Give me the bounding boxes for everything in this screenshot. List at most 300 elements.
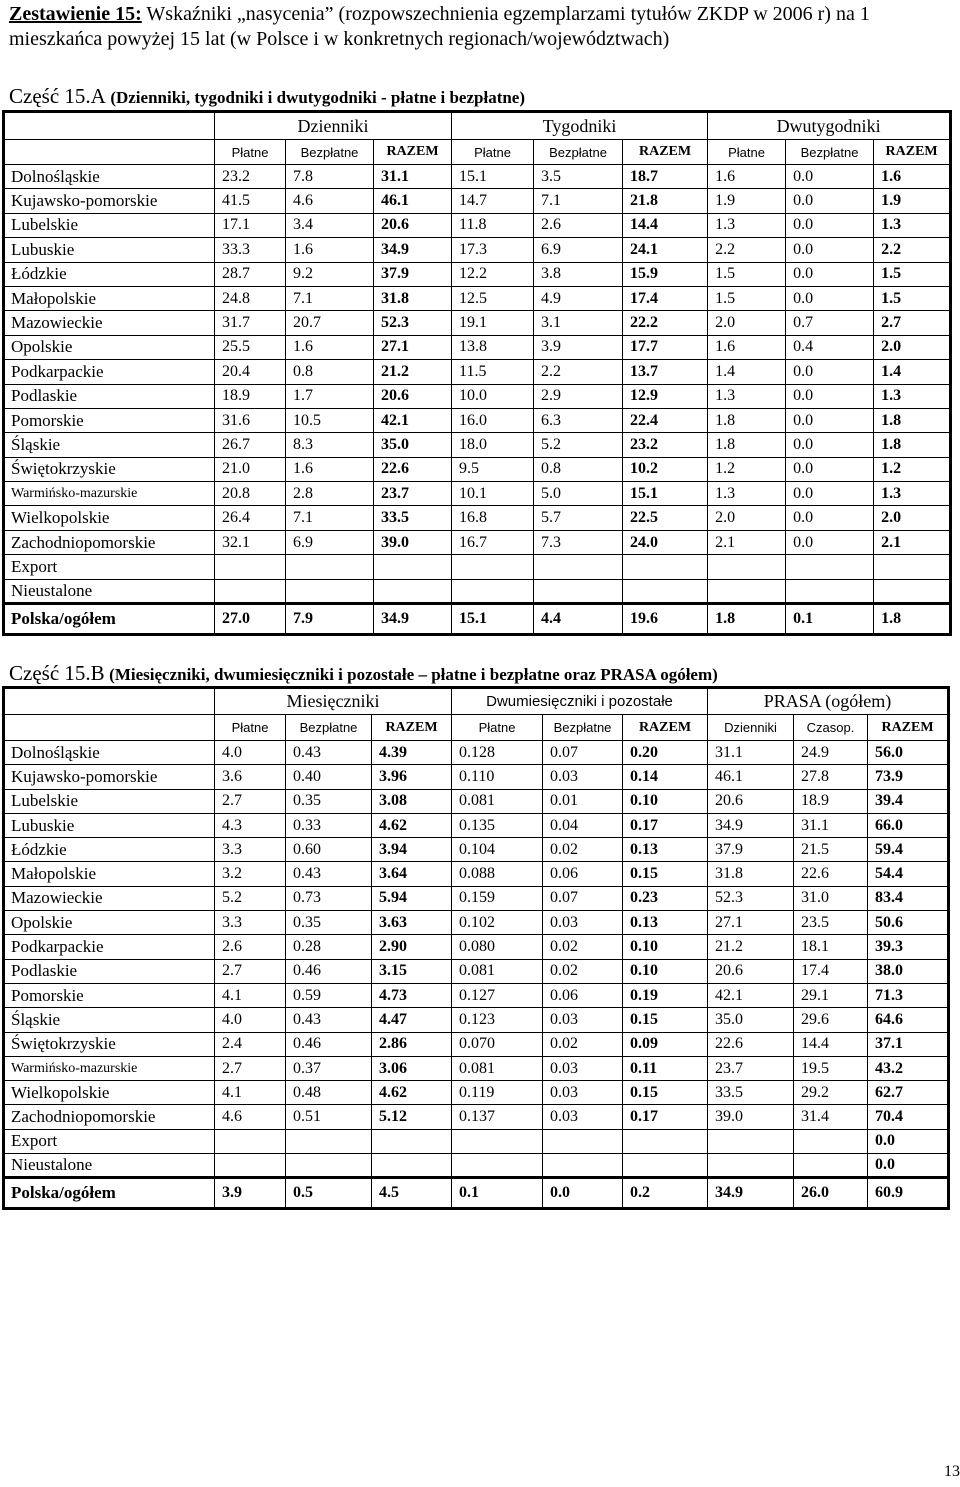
value-cell: 8.3 [286, 433, 374, 457]
value-cell: 0.02 [543, 1032, 623, 1056]
value-cell [543, 1129, 623, 1153]
value-cell: 18.0 [452, 433, 534, 457]
value-cell: 41.5 [215, 189, 286, 213]
value-cell: 0.73 [286, 886, 372, 910]
value-cell: 60.9 [868, 1178, 949, 1209]
value-cell: 34.9 [708, 813, 794, 837]
table-row [4, 213, 951, 237]
value-cell: 3.06 [372, 1056, 452, 1080]
value-cell: 20.8 [215, 482, 286, 506]
value-cell: 0.43 [286, 741, 372, 765]
value-cell [452, 1154, 543, 1178]
region-cell: Dolnośląskie [4, 741, 215, 765]
total-row [4, 604, 951, 635]
value-cell [286, 1129, 372, 1153]
value-cell: 0.43 [286, 862, 372, 886]
subheader: Płatne [215, 715, 286, 741]
table-row [4, 813, 949, 837]
region-cell: Pomorskie [4, 408, 215, 432]
part-b-description: (Miesięczniki, dwumiesięczniki i pozostałe – płatne i bezpłatne oraz PRASA ogółem) [109, 665, 718, 684]
value-cell: 7.3 [534, 530, 623, 554]
value-cell: 2.8 [286, 482, 374, 506]
value-cell [215, 1129, 286, 1153]
value-cell: 24.0 [623, 530, 708, 554]
table-row [4, 555, 951, 579]
region-cell: Lubuskie [4, 813, 215, 837]
table-row [4, 311, 951, 335]
page-number: 13 [944, 1463, 960, 1480]
value-cell: 4.47 [372, 1008, 452, 1032]
table-row [4, 506, 951, 530]
value-cell: 37.9 [708, 838, 794, 862]
value-cell: 23.5 [794, 911, 868, 935]
part-a-prefix: Część 15. [9, 84, 91, 108]
value-cell: 1.3 [874, 384, 951, 408]
value-cell: 16.0 [452, 408, 534, 432]
value-cell: 0.43 [286, 1008, 372, 1032]
value-cell [534, 579, 623, 603]
value-cell: 2.0 [708, 506, 786, 530]
value-cell: 20.6 [374, 213, 452, 237]
value-cell: 0.03 [543, 911, 623, 935]
value-cell: 11.8 [452, 213, 534, 237]
value-cell: 18.1 [794, 935, 868, 959]
subheader-blank [4, 715, 215, 741]
value-cell: 37.9 [374, 262, 452, 286]
region-cell: Podkarpackie [4, 935, 215, 959]
value-cell: 0.0 [786, 530, 874, 554]
value-cell [708, 1129, 794, 1153]
table-row [4, 384, 951, 408]
value-cell: 71.3 [868, 983, 949, 1007]
region-cell: Pomorskie [4, 983, 215, 1007]
value-cell: 2.2 [874, 238, 951, 262]
value-cell: 34.9 [708, 1178, 794, 1209]
part-b-prefix: Część 15. [9, 661, 91, 685]
region-cell: Wielkopolskie [4, 506, 215, 530]
region-cell: Śląskie [4, 1008, 215, 1032]
subheader: Czasop. [794, 715, 868, 741]
value-cell: 12.2 [452, 262, 534, 286]
value-cell: 0.1 [786, 604, 874, 635]
value-cell: 26.4 [215, 506, 286, 530]
value-cell: 0.17 [623, 1105, 708, 1129]
value-cell: 26.0 [794, 1178, 868, 1209]
value-cell: 3.3 [215, 911, 286, 935]
value-cell [215, 555, 286, 579]
value-cell: 19.1 [452, 311, 534, 335]
value-cell: 0.48 [286, 1081, 372, 1105]
table-row [4, 530, 951, 554]
value-cell: 0.03 [543, 765, 623, 789]
subheader-blank [4, 140, 215, 165]
region-cell: Kujawsko-pomorskie [4, 189, 215, 213]
part-a-description: (Dzienniki, tygodniki i dwutygodniki - płatne i bezpłatne) [110, 88, 526, 107]
value-cell: 52.3 [708, 886, 794, 910]
region-cell: Małopolskie [4, 862, 215, 886]
value-cell: 6.9 [286, 530, 374, 554]
value-cell: 2.2 [708, 238, 786, 262]
value-cell: 1.3 [874, 213, 951, 237]
value-cell: 0.0 [786, 408, 874, 432]
value-cell: 1.8 [708, 433, 786, 457]
value-cell: 2.9 [534, 384, 623, 408]
value-cell: 1.5 [708, 262, 786, 286]
region-cell: Nieustalone [4, 1154, 215, 1178]
value-cell: 2.6 [215, 935, 286, 959]
value-cell: 0.0 [868, 1154, 949, 1178]
value-cell: 1.6 [286, 335, 374, 359]
value-cell: 0.17 [623, 813, 708, 837]
value-cell: 0.2 [623, 1178, 708, 1209]
value-cell: 2.1 [874, 530, 951, 554]
table-row [4, 1081, 949, 1105]
region-cell: Nieustalone [4, 579, 215, 603]
value-cell: 0.03 [543, 1081, 623, 1105]
region-cell: Dolnośląskie [4, 165, 215, 189]
subheader: RAZEM [374, 140, 452, 165]
table-row [4, 1154, 949, 1178]
value-cell [374, 555, 452, 579]
value-cell: 33.5 [708, 1081, 794, 1105]
value-cell: 0.110 [452, 765, 543, 789]
value-cell: 0.0 [868, 1129, 949, 1153]
group-header: PRASA (ogółem) [708, 688, 949, 715]
table-row [4, 1129, 949, 1153]
value-cell: 20.4 [215, 360, 286, 384]
value-cell: 54.4 [868, 862, 949, 886]
value-cell: 31.0 [794, 886, 868, 910]
value-cell: 1.3 [708, 213, 786, 237]
value-cell: 0.081 [452, 1056, 543, 1080]
table-row [4, 286, 951, 310]
value-cell [286, 555, 374, 579]
region-cell: Zachodniopomorskie [4, 530, 215, 554]
value-cell: 0.03 [543, 1056, 623, 1080]
value-cell: 17.4 [623, 286, 708, 310]
table-row [4, 262, 951, 286]
value-cell: 2.7 [215, 789, 286, 813]
value-cell: 25.5 [215, 335, 286, 359]
value-cell: 3.08 [372, 789, 452, 813]
value-cell: 20.7 [286, 311, 374, 335]
table-row [4, 238, 951, 262]
value-cell: 1.5 [708, 286, 786, 310]
subheader: Bezpłatne [786, 140, 874, 165]
value-cell: 4.6 [215, 1105, 286, 1129]
value-cell: 0.14 [623, 765, 708, 789]
value-cell: 0.03 [543, 1008, 623, 1032]
region-cell: Lubelskie [4, 213, 215, 237]
value-cell: 0.0 [786, 384, 874, 408]
value-cell: 35.0 [708, 1008, 794, 1032]
value-cell: 15.1 [452, 165, 534, 189]
value-cell: 0.0 [786, 482, 874, 506]
value-cell [452, 579, 534, 603]
region-cell: Warmińsko-mazurskie [4, 1056, 215, 1080]
value-cell: 16.7 [452, 530, 534, 554]
value-cell [372, 1129, 452, 1153]
value-cell: 0.137 [452, 1105, 543, 1129]
value-cell: 0.10 [623, 789, 708, 813]
region-cell: Zachodniopomorskie [4, 1105, 215, 1129]
value-cell: 31.1 [374, 165, 452, 189]
total-row [4, 1178, 949, 1209]
value-cell: 0.19 [623, 983, 708, 1007]
value-cell: 2.90 [372, 935, 452, 959]
value-cell: 4.39 [372, 741, 452, 765]
value-cell: 10.1 [452, 482, 534, 506]
value-cell: 73.9 [868, 765, 949, 789]
table-row [4, 360, 951, 384]
value-cell: 42.1 [374, 408, 452, 432]
value-cell: 31.8 [708, 862, 794, 886]
value-cell: 23.2 [215, 165, 286, 189]
value-cell: 1.7 [286, 384, 374, 408]
group-header: Dwumiesięczniki i pozostałe [452, 688, 708, 715]
value-cell: 17.1 [215, 213, 286, 237]
subheader: Bezpłatne [286, 715, 372, 741]
table-row [4, 862, 949, 886]
value-cell: 34.9 [374, 604, 452, 635]
region-cell: Świętokrzyskie [4, 1032, 215, 1056]
value-cell: 6.9 [534, 238, 623, 262]
value-cell: 1.2 [874, 457, 951, 481]
value-cell: 0.119 [452, 1081, 543, 1105]
value-cell: 50.6 [868, 911, 949, 935]
value-cell: 0.7 [786, 311, 874, 335]
value-cell: 7.9 [286, 604, 374, 635]
value-cell: 39.4 [868, 789, 949, 813]
value-cell: 21.0 [215, 457, 286, 481]
value-cell [623, 555, 708, 579]
value-cell: 1.5 [874, 286, 951, 310]
value-cell: 16.8 [452, 506, 534, 530]
value-cell: 0.15 [623, 1008, 708, 1032]
value-cell: 5.2 [534, 433, 623, 457]
value-cell: 3.15 [372, 959, 452, 983]
region-cell: Export [4, 1129, 215, 1153]
value-cell: 27.0 [215, 604, 286, 635]
value-cell: 39.0 [374, 530, 452, 554]
title-label: Zestawienie 15: [9, 3, 142, 25]
value-cell: 10.2 [623, 457, 708, 481]
value-cell: 29.2 [794, 1081, 868, 1105]
value-cell: 29.1 [794, 983, 868, 1007]
value-cell: 23.7 [374, 482, 452, 506]
value-cell [286, 1154, 372, 1178]
value-cell: 0.02 [543, 838, 623, 862]
region-cell: Podlaskie [4, 959, 215, 983]
value-cell: 31.4 [794, 1105, 868, 1129]
subheader: RAZEM [623, 140, 708, 165]
value-cell: 46.1 [374, 189, 452, 213]
region-cell: Podlaskie [4, 384, 215, 408]
value-cell: 0.0 [786, 262, 874, 286]
value-cell: 0.40 [286, 765, 372, 789]
value-cell: 9.5 [452, 457, 534, 481]
subheader: Płatne [215, 140, 286, 165]
value-cell: 0.070 [452, 1032, 543, 1056]
value-cell: 22.4 [623, 408, 708, 432]
value-cell: 3.2 [215, 862, 286, 886]
region-cell: Kujawsko-pomorskie [4, 765, 215, 789]
value-cell: 42.1 [708, 983, 794, 1007]
value-cell: 18.9 [215, 384, 286, 408]
value-cell: 0.35 [286, 789, 372, 813]
value-cell: 31.8 [374, 286, 452, 310]
value-cell: 15.9 [623, 262, 708, 286]
value-cell [215, 579, 286, 603]
value-cell: 37.1 [868, 1032, 949, 1056]
value-cell: 27.1 [374, 335, 452, 359]
value-cell: 18.7 [623, 165, 708, 189]
value-cell [374, 579, 452, 603]
value-cell [794, 1154, 868, 1178]
value-cell: 0.37 [286, 1056, 372, 1080]
value-cell: 0.10 [623, 959, 708, 983]
table-row [4, 165, 951, 189]
value-cell: 0.0 [786, 165, 874, 189]
value-cell: 1.6 [874, 165, 951, 189]
value-cell: 1.8 [874, 408, 951, 432]
value-cell: 0.0 [786, 433, 874, 457]
region-cell: Polska/ogółem [4, 604, 215, 635]
value-cell: 10.0 [452, 384, 534, 408]
value-cell: 3.9 [534, 335, 623, 359]
value-cell: 2.2 [534, 360, 623, 384]
value-cell: 62.7 [868, 1081, 949, 1105]
value-cell: 5.7 [534, 506, 623, 530]
value-cell: 9.2 [286, 262, 374, 286]
value-cell: 0.128 [452, 741, 543, 765]
value-cell: 24.8 [215, 286, 286, 310]
value-cell: 1.9 [874, 189, 951, 213]
value-cell: 20.6 [708, 789, 794, 813]
value-cell: 46.1 [708, 765, 794, 789]
subheader: RAZEM [874, 140, 951, 165]
value-cell: 17.7 [623, 335, 708, 359]
value-cell: 11.5 [452, 360, 534, 384]
value-cell: 56.0 [868, 741, 949, 765]
value-cell: 0.0 [786, 213, 874, 237]
value-cell: 2.7 [215, 1056, 286, 1080]
region-cell: Wielkopolskie [4, 1081, 215, 1105]
document-title [9, 2, 954, 52]
value-cell: 32.1 [215, 530, 286, 554]
region-cell: Opolskie [4, 335, 215, 359]
value-cell: 5.12 [372, 1105, 452, 1129]
value-cell [543, 1154, 623, 1178]
region-cell: Lubelskie [4, 789, 215, 813]
value-cell: 1.8 [708, 408, 786, 432]
part-a-letter: A [90, 84, 106, 108]
group-header: Miesięczniki [215, 688, 452, 715]
value-cell: 1.8 [708, 604, 786, 635]
value-cell: 33.3 [215, 238, 286, 262]
value-cell: 4.3 [215, 813, 286, 837]
value-cell: 5.2 [215, 886, 286, 910]
value-cell: 18.9 [794, 789, 868, 813]
value-cell: 24.9 [794, 741, 868, 765]
value-cell: 0.07 [543, 886, 623, 910]
value-cell: 27.1 [708, 911, 794, 935]
value-cell: 3.3 [215, 838, 286, 862]
subheader: RAZEM [623, 715, 708, 741]
table-row [4, 335, 951, 359]
subheader: Płatne [452, 140, 534, 165]
value-cell: 0.081 [452, 959, 543, 983]
value-cell: 4.4 [534, 604, 623, 635]
value-cell: 21.2 [708, 935, 794, 959]
value-cell: 4.0 [215, 741, 286, 765]
value-cell: 22.6 [794, 862, 868, 886]
value-cell: 0.127 [452, 983, 543, 1007]
value-cell: 19.6 [623, 604, 708, 635]
value-cell: 0.02 [543, 935, 623, 959]
table-row [4, 765, 949, 789]
title-text: Wskaźniki „nasycenia” (rozpowszechnienia egzemplarzami tytułów ZKDP w 2006 r) na 1 mieszkańca powyżej 15 lat (w Polsce i w konkretnych regionach/województwach) [9, 3, 870, 50]
table-row [4, 433, 951, 457]
value-cell: 20.6 [374, 384, 452, 408]
value-cell: 20.6 [708, 959, 794, 983]
table-row [4, 1032, 949, 1056]
group-header: Dzienniki [215, 112, 452, 140]
value-cell [623, 1154, 708, 1178]
region-cell: Mazowieckie [4, 886, 215, 910]
value-cell: 27.8 [794, 765, 868, 789]
value-cell: 34.9 [374, 238, 452, 262]
value-cell: 3.8 [534, 262, 623, 286]
value-cell: 0.13 [623, 838, 708, 862]
value-cell: 1.6 [286, 457, 374, 481]
value-cell: 33.5 [374, 506, 452, 530]
value-cell: 31.7 [215, 311, 286, 335]
value-cell: 3.4 [286, 213, 374, 237]
value-cell [708, 555, 786, 579]
value-cell: 0.102 [452, 911, 543, 935]
value-cell: 1.4 [874, 360, 951, 384]
value-cell [286, 579, 374, 603]
value-cell: 0.04 [543, 813, 623, 837]
value-cell: 21.5 [794, 838, 868, 862]
value-cell: 31.1 [794, 813, 868, 837]
subheader: Bezpłatne [543, 715, 623, 741]
value-cell: 10.5 [286, 408, 374, 432]
value-cell: 1.8 [874, 433, 951, 457]
corner-cell [4, 112, 215, 140]
subheader: Płatne [708, 140, 786, 165]
value-cell: 0.46 [286, 1032, 372, 1056]
region-cell: Mazowieckie [4, 311, 215, 335]
value-cell: 0.28 [286, 935, 372, 959]
value-cell: 17.4 [794, 959, 868, 983]
value-cell [874, 579, 951, 603]
value-cell: 3.1 [534, 311, 623, 335]
value-cell: 3.96 [372, 765, 452, 789]
value-cell: 1.4 [708, 360, 786, 384]
value-cell: 1.3 [874, 482, 951, 506]
value-cell: 0.088 [452, 862, 543, 886]
value-cell: 1.3 [708, 482, 786, 506]
region-cell: Opolskie [4, 911, 215, 935]
subheader: RAZEM [868, 715, 949, 741]
value-cell: 3.63 [372, 911, 452, 935]
value-cell: 0.20 [623, 741, 708, 765]
region-cell: Łódzkie [4, 838, 215, 862]
corner-cell [4, 688, 215, 715]
value-cell: 0.13 [623, 911, 708, 935]
